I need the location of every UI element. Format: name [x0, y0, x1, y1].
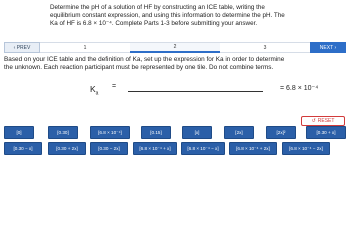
prev-label: PREV — [16, 44, 31, 51]
reset-button[interactable] — [301, 116, 345, 126]
step-tab-2[interactable]: 2 — [130, 42, 220, 53]
step-tab-1[interactable]: 1 — [40, 42, 130, 53]
tile[interactable]: [0.30 + 2x] — [48, 142, 86, 155]
tile[interactable]: [0.30 − 2x] — [90, 142, 128, 155]
tile[interactable]: [6.8 × 10⁻⁴ + x] — [133, 142, 177, 155]
problem-line-1: Determine the pH of a solution of HF by constructing an ICE table, writing the — [50, 4, 265, 11]
equals-sign: = — [112, 83, 117, 90]
next-label: NEXT — [319, 44, 334, 51]
denominator-dropzone[interactable] — [128, 92, 263, 102]
problem-line-3: Ka of HF is 6.8 × 10⁻⁴. Complete Parts 1-3 before submitting your answer. — [50, 20, 258, 28]
numerator-dropzone[interactable] — [128, 80, 263, 90]
chevron-left-icon: ‹ — [13, 44, 17, 51]
reset-label: RESET — [317, 118, 335, 124]
fraction — [128, 80, 263, 102]
instruction-line-2: the unknown. Each reaction participant must be represented by one tile. Do not combine terms. — [4, 64, 274, 72]
tile[interactable]: [6.8 × 10⁻⁴ + 2x] — [229, 142, 277, 155]
ka-expression — [90, 80, 340, 102]
ka-symbol — [90, 84, 98, 97]
tile[interactable]: [6.8 × 10⁻⁴] — [90, 126, 130, 139]
instruction-text — [4, 56, 344, 72]
instruction-line-1: Based on your ICE table and the definition of Ka, set up the expression for Ka in order to determine — [4, 56, 285, 63]
prev-button[interactable] — [4, 42, 40, 53]
ka-subscript: a — [95, 90, 99, 97]
tile[interactable]: [0.30] — [48, 126, 78, 139]
step-tab-3[interactable]: 3 — [220, 42, 310, 53]
tile[interactable]: [6.8 × 10⁻⁴ − x] — [181, 142, 225, 155]
tile[interactable]: [0.30 + x] — [306, 126, 346, 139]
problem-statement — [50, 4, 320, 29]
ka-letter: K — [90, 84, 96, 94]
tile[interactable]: [2x] — [224, 126, 254, 139]
tile[interactable]: [2x]² — [266, 126, 296, 139]
step-tabs — [40, 42, 310, 53]
step-navigation — [4, 42, 346, 53]
tile[interactable]: [6.8 × 10⁻⁴ − 2x] — [282, 142, 330, 155]
reset-icon: ↺ — [311, 118, 316, 124]
tile[interactable]: [0.30 − x] — [4, 142, 42, 155]
next-button[interactable] — [310, 42, 346, 53]
problem-line-2: equilibrium constant expression, and using this information to determine the pH. The — [50, 12, 285, 20]
chevron-right-icon: › — [333, 44, 337, 51]
tile[interactable]: [x] — [182, 126, 212, 139]
tile[interactable]: [0] — [4, 126, 34, 139]
ka-value: = 6.8 × 10⁻⁴ — [280, 85, 319, 92]
tile[interactable]: [0.15] — [141, 126, 171, 139]
